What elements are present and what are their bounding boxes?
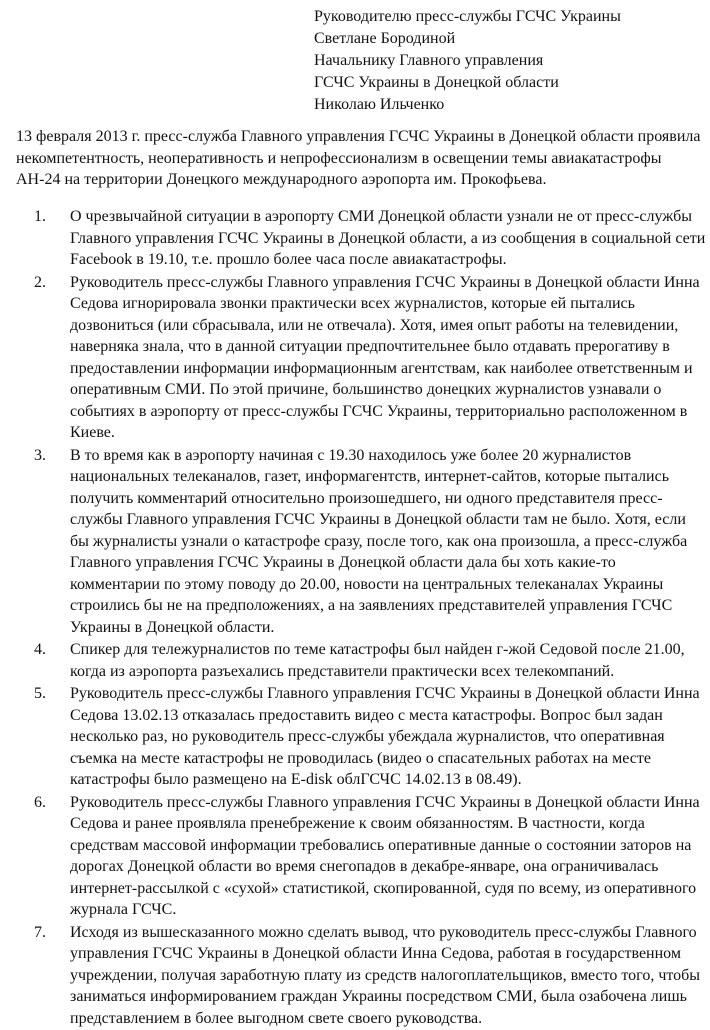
item-number: 6. — [34, 793, 46, 811]
item-number: 4. — [34, 641, 46, 658]
addressee-line: Начальнику Главного управления — [314, 52, 544, 69]
points-list — [16, 206, 706, 1030]
item-text: Исходя из вышесказанного можно сделать вывод, что руководитель пресс-службы Главного управления ГСЧС Украины в Донецкой области Инна Седова, работая в государственном учреждении, получая заработную плату из средств налогоплательщиков, вместо того, чтобы заниматься информированием граждан Украины посредством СМИ, была озабочена лишь представлением в более выгодном свете своего руководства. — [70, 923, 701, 1027]
list-item — [16, 639, 706, 682]
item-text: О чрезвычайной ситуации в аэропорту СМИ Донецкой области узнали не от пресс-службы Главного управления ГСЧС Украины в Донецкой области, а из сообщения в социальной сети Facebook в 19.10, т.е. прошло более часа после авиакатастрофы. — [70, 208, 706, 268]
addressee-line: ГСЧС Украины в Донецкой области — [314, 74, 559, 91]
item-text: В то время как в аэропорту начиная с 19.30 находилось уже более 20 журналистов национальных телеканалов, газет, информагентств, интернет-сайтов, которые пытались получить комментарий относительно произошедшего, ни одного представителя пресс-службы Главного управления ГСЧС Украины в Донецкой области там не было. Хотя, если бы журналисты узнали о катастрофе сразу, после того, как она произошла, а пресс-служба Главного управления ГСЧС Украины в Донецкой области дала бы хоть какие-то комментарии по этому поводу до 20.00, новости на центральных телеканалах Украины строились бы не на предположениях, а на заявлениях представителей управления ГСЧС Украины в Донецкой области. — [70, 446, 688, 636]
list-item — [16, 206, 706, 271]
item-text: Руководитель пресс-службы Главного управления ГСЧС Украины в Донецкой области Инна Седова игнорировала звонки практически всех журналистов, которые ей пытались дозвониться (или сбрасывала, или не отвечала). Хотя, имея опыт работы на телевидении, наверняка знала, что в данной ситуации предпочтительнее было отдавать прерогативу в предоставлении информации информационным агентствам, как наиболее ответственным и оперативным СМИ. По этой причине, большинство донецких журналистов узнавали о событиях в аэропорту от пресс-службы ГСЧС Украины, территориально расположенном в Киеве. — [70, 273, 700, 441]
item-number: 1. — [34, 208, 46, 225]
list-item — [16, 683, 706, 791]
addressee-line: Николаю Ильченко — [314, 96, 445, 113]
list-item — [16, 792, 706, 921]
intro-paragraph: 13 февраля 2013 г. пресс-служба Главного управления ГСЧС Украины в Донецкой области проявила некомпетентность, неоперативность и непрофессионализм в освещении темы авиакатастрофы АН-24 на территории Донецкого международного аэропорта им. Прокофьева. — [16, 128, 701, 188]
addressee-line: Светлане Бородиной — [314, 30, 456, 47]
item-number: 5. — [34, 685, 46, 702]
list-item — [16, 445, 706, 639]
item-text: Руководитель пресс-службы Главного управления ГСЧС Украины в Донецкой области Инна Седова 13.02.13 отказалась предоставить видео с места катастрофы. Вопрос был задан несколько раз, но руководитель пресс-службы убеждала журналистов, что оперативная съемка на месте катастрофы не проводилась (видео о спасательных работах на месте катастрофы было размещено на E-disk облГСЧС 14.02.13 в 08.49). — [70, 685, 700, 788]
addressee-line: Руководителю пресс-службы ГСЧС Украины — [314, 8, 621, 25]
item-number: 7. — [34, 923, 46, 941]
addressee-block — [314, 6, 621, 116]
item-text: Спикер для тележурналистов по теме катастрофы был найден г-жой Седовой после 21.00, когда из аэропорта разъехались представители практически всех телекомпаний. — [70, 641, 685, 680]
item-number: 3. — [34, 446, 46, 464]
list-item — [16, 272, 706, 444]
list-item — [16, 922, 706, 1030]
item-text: Руководитель пресс-службы Главного управления ГСЧС Украины в Донецкой области Инна Седова и ранее проявляла пренебрежение к своим обязанностям. В частности, когда средствам массовой информации требовались оперативные данные о состоянии заторов на дорогах Донецкой области во время снегопадов в декабре-январе, она ограничивалась интернет-рассылкой с «сухой» статистикой, скопированной, судя по всему, из оперативного журнала ГСЧС. — [70, 793, 700, 918]
item-number: 2. — [34, 273, 46, 291]
